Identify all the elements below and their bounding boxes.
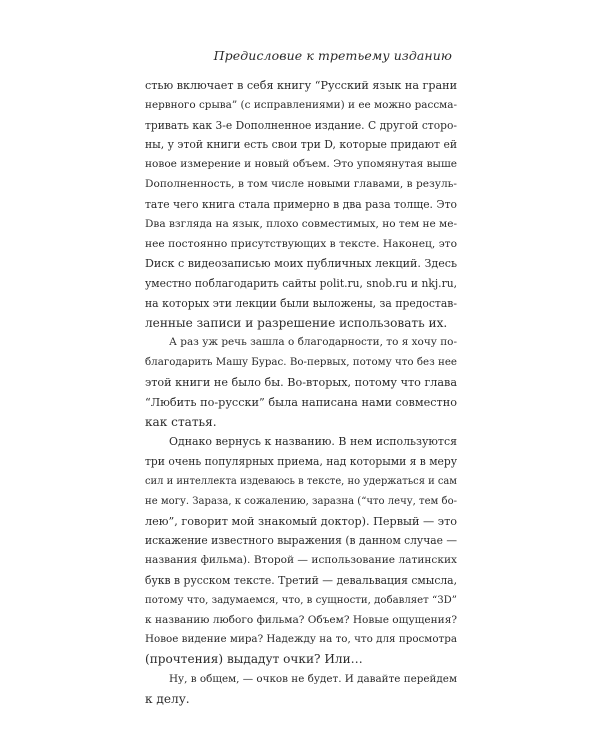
text-line: А раз уж речь зашла о благодарности, то я хочу по- <box>169 336 457 349</box>
text-line: благодарить Машу Бурас. Во-первых, потому что без нее <box>145 356 457 369</box>
running-head: Предисловие к третьему изданию <box>213 48 452 63</box>
text-line: Однако вернусь к названию. В нем используются <box>169 435 457 449</box>
paragraph-2 <box>145 333 457 432</box>
text-line: “Любить по-русски” была написана нами совместно <box>145 395 457 409</box>
text-line: как статья. <box>145 414 217 429</box>
paragraph-3 <box>145 432 457 670</box>
text-line: букв в русском тексте. Третий — девальвация смысла, <box>145 573 457 587</box>
text-line: Dва взгляда на язык, плохо совместимых, но тем не ме- <box>145 217 457 230</box>
text-line: уместно поблагодарить сайты polit.ru, snob.ru и nkj.ru, <box>145 276 457 290</box>
text-line: сил и интеллекта издеваюсь в тексте, но удержаться и сам <box>145 475 457 487</box>
text-line: ленные записи и разрешение использовать их. <box>145 315 448 330</box>
text-line: новое измерение и новый объем. Это упомянутая выше <box>145 158 457 171</box>
text-line: тривать как 3-е Dополненное издание. С другой сторо- <box>145 118 457 132</box>
text-line: к делу. <box>145 691 190 706</box>
text-line: этой книги не было бы. Во-вторых, потому что глава <box>145 375 457 389</box>
text-line: Dиск с видеозаписью моих публичных лекций. Здесь <box>145 257 457 271</box>
text-line: ны, у этой книги есть свои три D, которые придают ей <box>145 138 457 152</box>
text-line: не могу. Зараза, к сожалению, заразна (“что лечу, тем бо- <box>145 495 458 507</box>
text-line: стью включает в себя книгу “Русский язык на грани <box>145 79 457 92</box>
text-line: нее постоянно присутствующих в тексте. Наконец, это <box>145 237 457 251</box>
text-line: искажение известного выражения (в данном случае — <box>145 534 457 548</box>
text-line: Dополненность, в том числе новыми главами, в резуль- <box>145 177 457 190</box>
text-line: потому что, задумаемся, что, в сущности, добавляет “3D” <box>145 594 457 606</box>
text-line: три очень популярных приема, над которыми я в меру <box>145 455 458 469</box>
paragraph-4 <box>145 670 457 710</box>
body-text <box>145 76 457 710</box>
text-line: тате чего книга стала примерно в два раза толще. Это <box>145 197 457 211</box>
paragraph-1 <box>145 76 457 333</box>
text-line: лею”, говорит мой знакомый доктор). Первый — это <box>145 514 458 528</box>
text-line: Новое видение мира? Надежду на то, что для просмотра <box>145 633 457 646</box>
text-line: к названию любого фильма? Объем? Новые ощущения? <box>145 613 457 626</box>
text-line: на которых эти лекции были выложены, за предостав- <box>145 296 457 310</box>
text-line: нервного срыва” (с исправлениями) и ее можно рассма- <box>145 98 457 111</box>
text-line: Ну, в общем, — очков не будет. И давайте перейдем <box>169 672 457 685</box>
text-line: названия фильма). Второй — использование латинских <box>145 554 457 567</box>
text-line: (прочтения) выдадут очки? Или… <box>145 652 363 667</box>
